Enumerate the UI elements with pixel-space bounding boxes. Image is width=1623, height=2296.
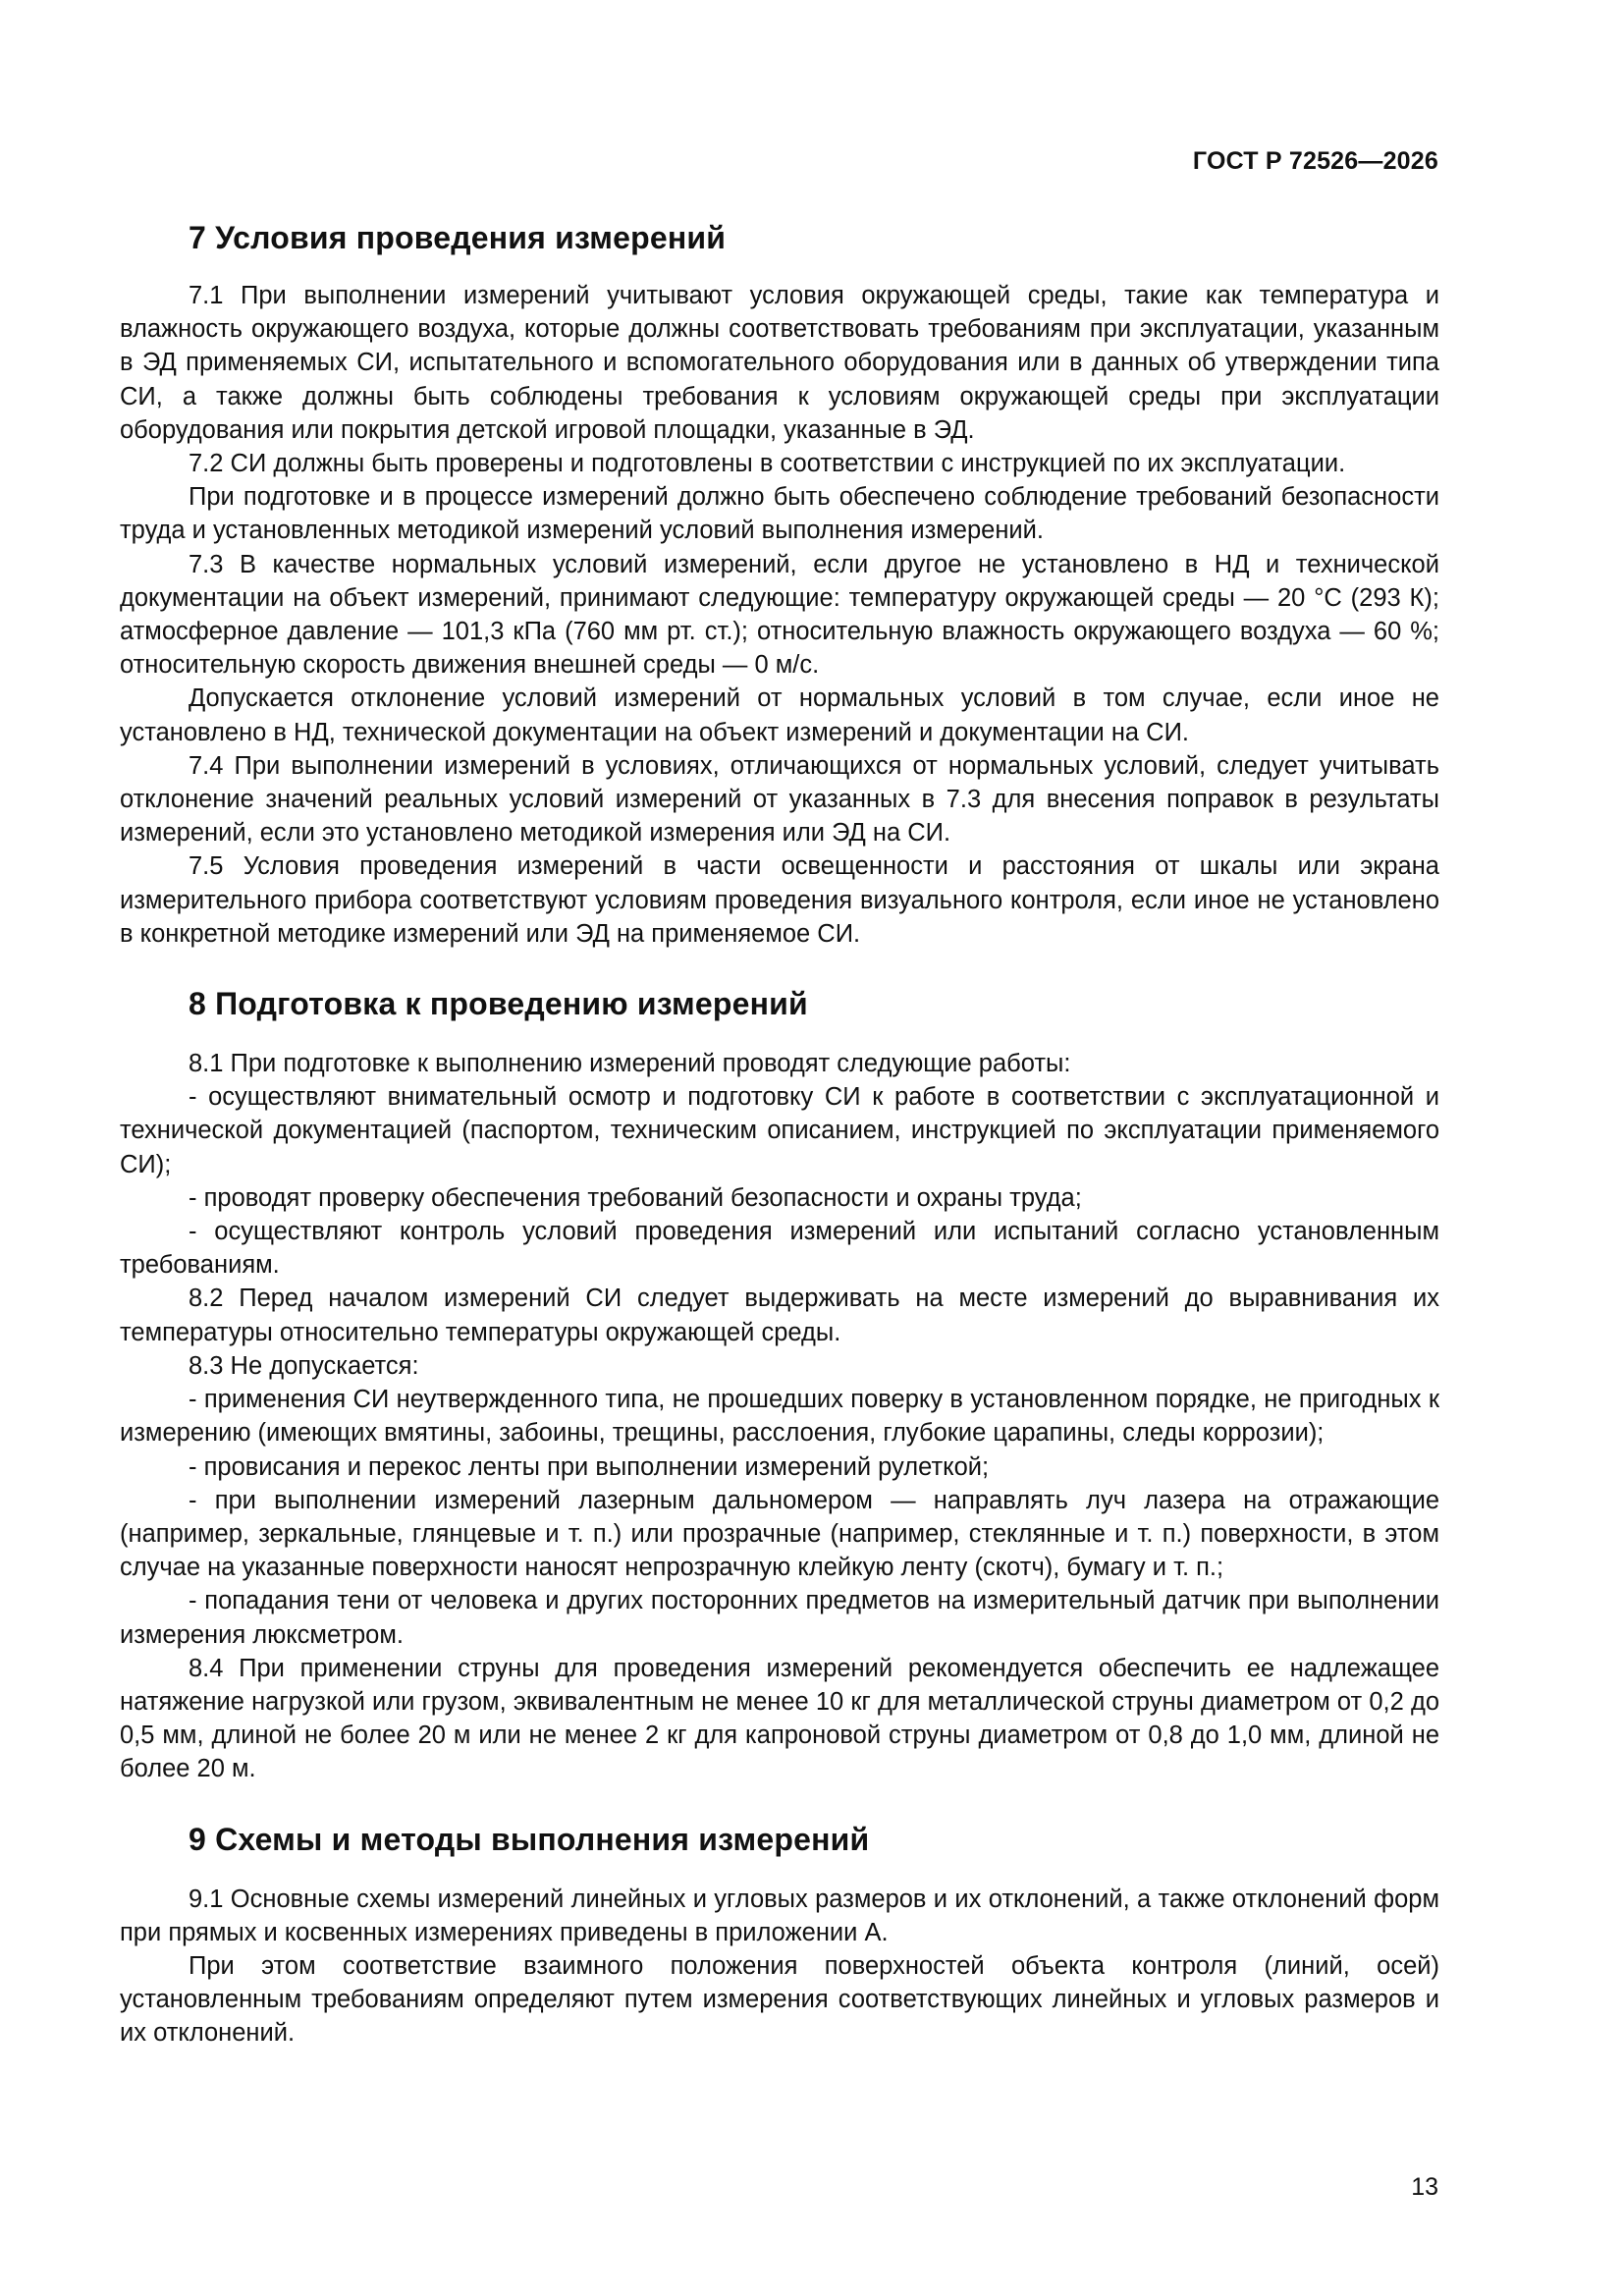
section-8-title: 8 Подготовка к проведению измерений	[189, 986, 808, 1022]
section-7-title: 7 Условия проведения измерений	[189, 220, 727, 255]
paragraph-8-3: 8.3 Не допускается:	[189, 1351, 419, 1380]
paragraph-8-1: 8.1 При подготовке к выполнению измерений проводят следующие работы:	[189, 1050, 1071, 1078]
paragraph-7-2: 7.2 СИ должны быть проверены и подготовлены в соответствии с инструкцией по их эксплуатации.	[189, 450, 1346, 478]
list-item-8-1-b: - проводят проверку обеспечения требований безопасности и охраны труда;	[189, 1183, 1082, 1212]
page-number: 13	[1411, 2173, 1438, 2201]
list-item-8-1-c: - осуществляют контроль условий проведения измерений или испытаний согласно установленным требованиям.	[120, 1218, 1439, 1280]
document-code: ГОСТ Р 72526—2026	[1192, 147, 1438, 175]
section-9-title: 9 Схемы и методы выполнения измерений	[189, 1821, 870, 1857]
paragraph-8-4: 8.4 При применении струны для проведения измерений рекомендуется обеспечить ее надлежащее натяжение нагрузкой или грузом, эквивалентным не менее 10 кг для металлической струны диаметром от 0,2 до 0,5 мм, длиной не более 20 м или не менее 2 кг для капроновой струны диаметром от 0,8 до 1,0 мм, длиной не более 20 м.	[120, 1654, 1439, 1783]
document-body	[120, 218, 1439, 2050]
paragraph-9-1-note: При этом соответствие взаимного положения поверхностей объекта контроля (линий, осей) установленным требованиям определяют путем измерения соответствующих линейных и угловых размеров и их отклонений.	[120, 1951, 1439, 2048]
paragraph-9-1: 9.1 Основные схемы измерений линейных и угловых размеров и их отклонений, а также отклонений форм при прямых и косвенных измерениях приведены в приложении А.	[120, 1885, 1439, 1946]
paragraph-7-3: 7.3 В качестве нормальных условий измерений, если другое не установлено в НД и технической документации на объект измерений, принимают следующие: температуру окружающей среды — 20 °С (293 К); атмосферное давление — 101,3 кПа (760 мм рт. ст.); относительную влажность окружающего воздуха — 60 %; относительную скорость движения внешней среды — 0 м/с.	[120, 550, 1439, 680]
paragraph-7-1: 7.1 При выполнении измерений учитывают условия окружающей среды, такие как температура и влажность окружающего воздуха, которые должны соответствовать требованиям при эксплуатации, указанным в ЭД применяемых СИ, испытательного и вспомогательного оборудования или в данных об утверждении типа СИ, а также должны быть соблюдены требования к условиям окружающей среды при эксплуатации оборудования или покрытия детской игровой площадки, указанные в ЭД.	[120, 282, 1439, 444]
list-item-8-3-b: - провисания и перекос ленты при выполнении измерений рулеткой;	[189, 1452, 990, 1481]
paragraph-7-3-note: Допускается отклонение условий измерений от нормальных условий в том случае, если иное не установлено в НД, технической документации на объект измерений и документации на СИ.	[120, 684, 1439, 746]
list-item-8-3-a: - применения СИ неутвержденного типа, не прошедших поверку в установленном порядке, не пригодных к измерению (имеющих вмятины, забоины, трещины, расслоения, глубокие царапины, следы коррозии);	[120, 1386, 1439, 1448]
paragraph-7-2-note: При подготовке и в процессе измерений должно быть обеспечено соблюдение требований безопасности труда и установленных методикой измерений условий выполнения измерений.	[120, 483, 1439, 545]
paragraph-7-4: 7.4 При выполнении измерений в условиях, отличающихся от нормальных условий, следует учитывать отклонение значений реальных условий измерений от указанных в 7.3 для внесения поправок в результаты измерений, если это установлено методикой измерения или ЭД на СИ.	[120, 751, 1439, 847]
paragraph-8-2: 8.2 Перед началом измерений СИ следует выдерживать на месте измерений до выравнивания их температуры относительно температуры окружающей среды.	[120, 1285, 1439, 1346]
list-item-8-3-d: - попадания тени от человека и других посторонних предметов на измерительный датчик при выполнении измерения люксметром.	[120, 1587, 1439, 1649]
list-item-8-1-a: - осуществляют внимательный осмотр и подготовку СИ к работе в соответствии с эксплуатационной и технической документацией (паспортом, техническим описанием, инструкцией по эксплуатации применяемого СИ);	[120, 1083, 1439, 1178]
paragraph-7-5: 7.5 Условия проведения измерений в части освещенности и расстояния от шкалы или экрана измерительного прибора соответствуют условиям проведения визуального контроля, если иное не установлено в конкретной методике измерений или ЭД на применяемое СИ.	[120, 852, 1439, 948]
list-item-8-3-c: - при выполнении измерений лазерным дальномером — направлять луч лазера на отражающие (например, зеркальные, глянцевые и т. п.) или прозрачные (например, стеклянные и т. п.) поверхности, в этом случае на указанные поверхности наносят непрозрачную клейкую ленту (скотч), бумагу и т. п.;	[120, 1486, 1439, 1582]
